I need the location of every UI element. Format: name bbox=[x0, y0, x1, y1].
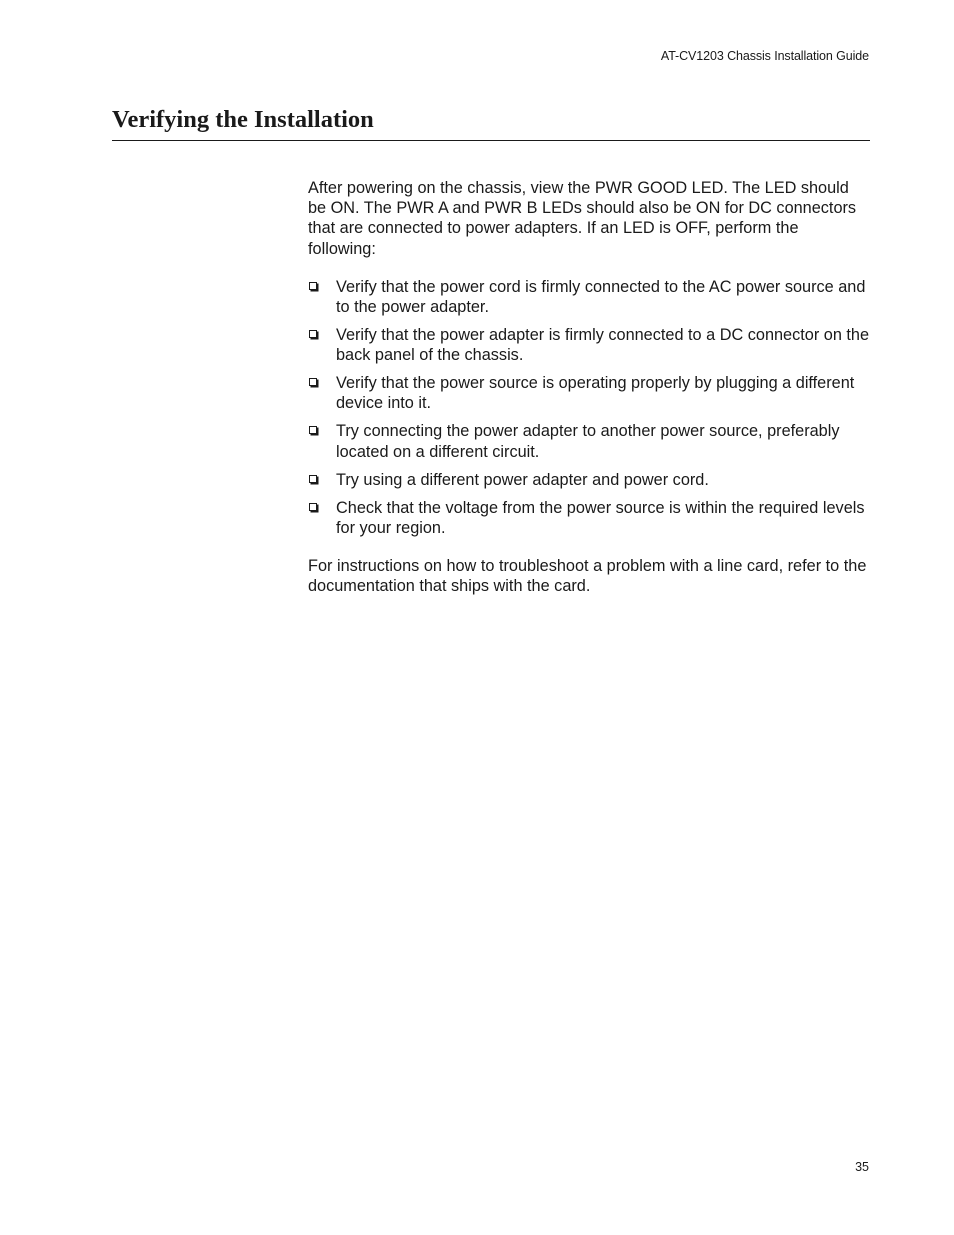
checkbox-square-icon bbox=[309, 426, 317, 434]
checkbox-square-icon bbox=[309, 282, 317, 290]
list-item-text: Verify that the power adapter is firmly connected to a DC connector on the back panel of the chassis. bbox=[336, 326, 870, 365]
list-item bbox=[308, 277, 870, 317]
list-item-text: Try connecting the power adapter to another power source, preferably located on a different circuit. bbox=[336, 422, 840, 461]
list-item bbox=[308, 498, 870, 538]
body-column bbox=[308, 178, 870, 596]
checkbox-square-icon bbox=[309, 475, 317, 483]
list-item bbox=[308, 470, 870, 490]
troubleshooting-list bbox=[308, 277, 870, 538]
checkbox-square-icon bbox=[309, 503, 317, 511]
checkbox-square-icon bbox=[309, 378, 317, 386]
page-number: 35 bbox=[855, 1160, 869, 1174]
list-item bbox=[308, 373, 870, 413]
checkbox-square-icon bbox=[309, 330, 317, 338]
list-item bbox=[308, 325, 870, 365]
list-item-text: Try using a different power adapter and power cord. bbox=[336, 470, 709, 489]
list-item-text: Check that the voltage from the power source is within the required levels for your region. bbox=[336, 498, 865, 537]
list-item-text: Verify that the power source is operating properly by plugging a different device into it. bbox=[336, 374, 855, 413]
list-item bbox=[308, 421, 870, 461]
list-item-text: Verify that the power cord is firmly connected to the AC power source and to the power adapter. bbox=[336, 277, 866, 317]
outro-paragraph: For instructions on how to troubleshoot a problem with a line card, refer to the documentation that ships with the card. bbox=[308, 557, 867, 596]
running-header: AT-CV1203 Chassis Installation Guide bbox=[660, 49, 869, 63]
intro-paragraph: After powering on the chassis, view the PWR GOOD LED. The LED should be ON. The PWR A and PWR B LEDs should also be ON for DC connectors that are connected to power adapters. If an LED is OFF, perform the following: bbox=[308, 179, 857, 258]
section-title: Verifying the Installation bbox=[112, 106, 374, 133]
title-rule bbox=[112, 140, 870, 141]
